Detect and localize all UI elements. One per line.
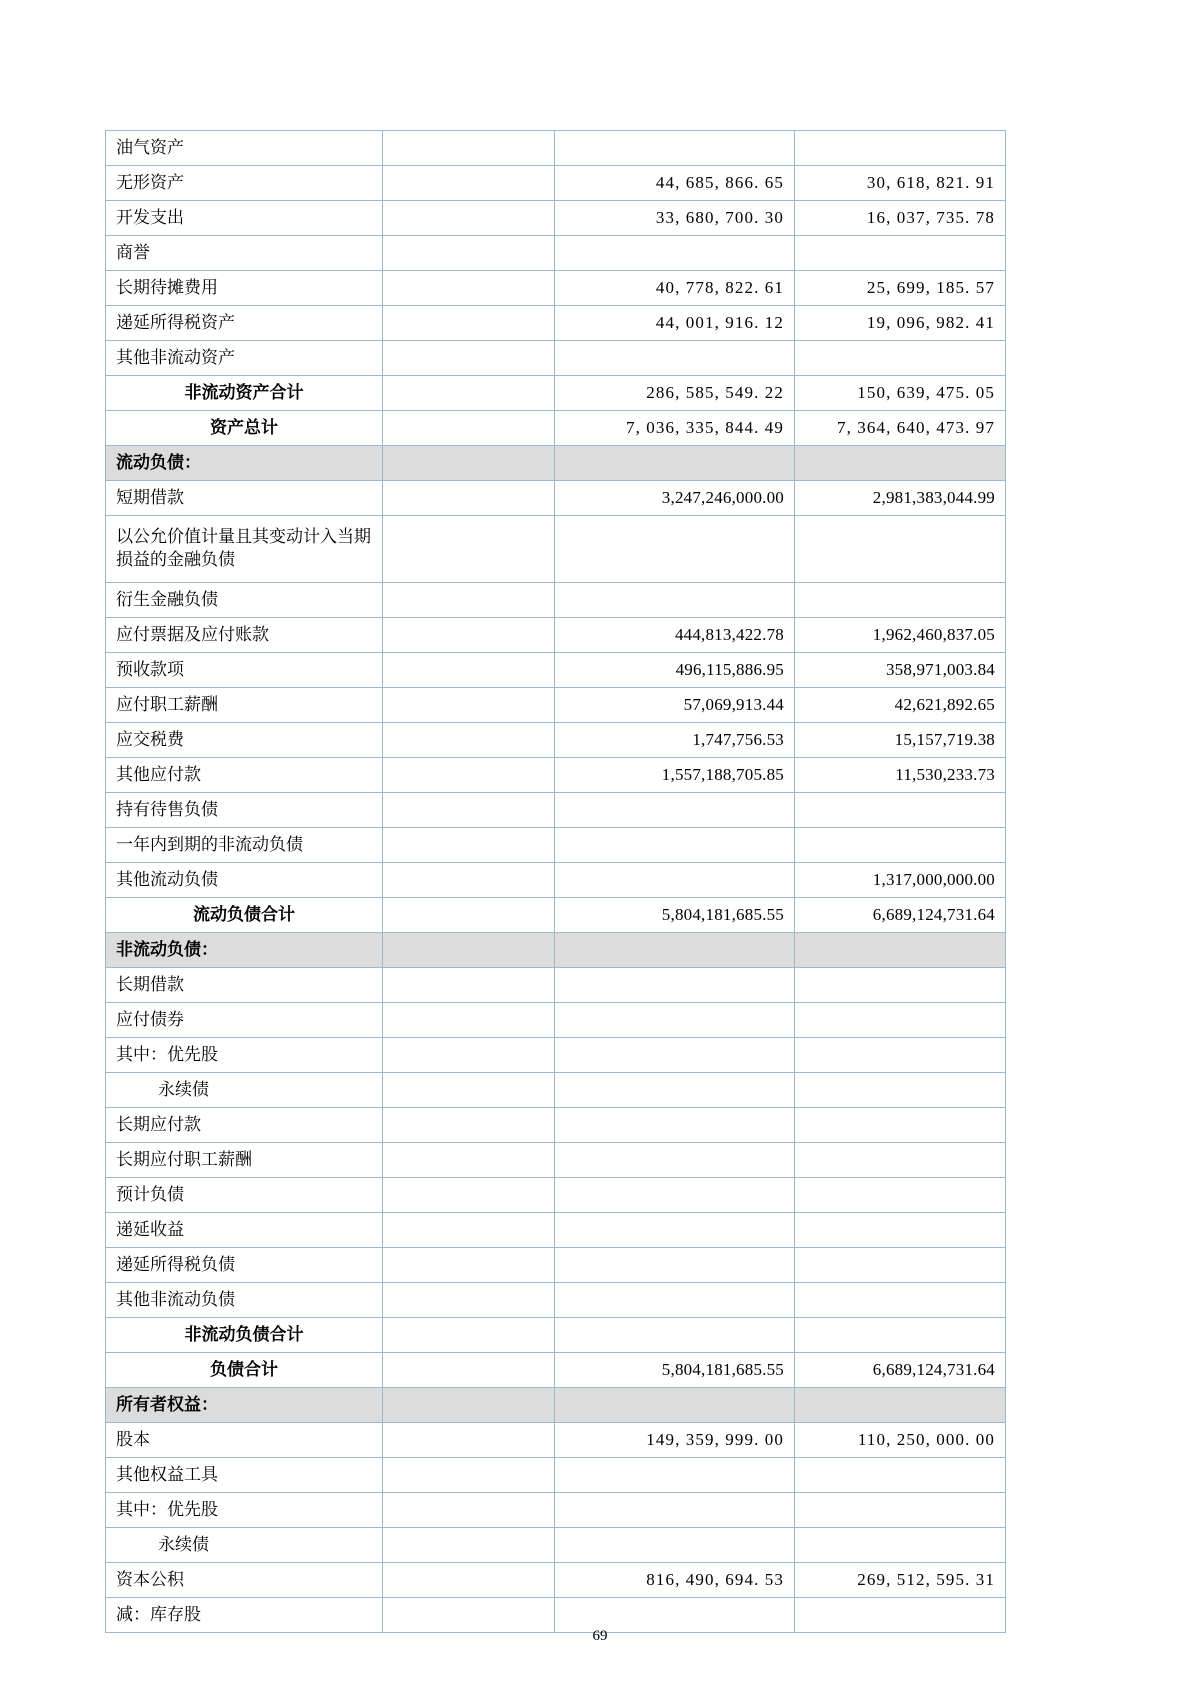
row-note-cell bbox=[383, 1073, 555, 1108]
row-year-begin-value bbox=[795, 1458, 1006, 1493]
row-period-end-value: 57,069,913.44 bbox=[555, 688, 795, 723]
row-period-end-value: 5,804,181,685.55 bbox=[555, 1353, 795, 1388]
row-period-end-value bbox=[555, 583, 795, 618]
row-period-end-value bbox=[555, 1213, 795, 1248]
row-note-cell bbox=[383, 1108, 555, 1143]
row-period-end-value bbox=[555, 828, 795, 863]
table-row bbox=[106, 516, 1006, 583]
table-row bbox=[106, 446, 1006, 481]
row-year-begin-value: 42,621,892.65 bbox=[795, 688, 1006, 723]
row-label: 其他权益工具 bbox=[106, 1458, 383, 1493]
row-note-cell bbox=[383, 201, 555, 236]
table-row bbox=[106, 898, 1006, 933]
row-year-begin-value bbox=[795, 236, 1006, 271]
row-period-end-value bbox=[555, 131, 795, 166]
row-label: 应付票据及应付账款 bbox=[106, 618, 383, 653]
row-year-begin-value bbox=[795, 933, 1006, 968]
row-label: 流动负债合计 bbox=[106, 898, 383, 933]
row-label: 资产总计 bbox=[106, 411, 383, 446]
row-period-end-value bbox=[555, 1073, 795, 1108]
row-period-end-value bbox=[555, 793, 795, 828]
row-year-begin-value: 30, 618, 821. 91 bbox=[795, 166, 1006, 201]
row-note-cell bbox=[383, 653, 555, 688]
table-row bbox=[106, 1353, 1006, 1388]
row-label: 其中：优先股 bbox=[106, 1493, 383, 1528]
row-year-begin-value: 150, 639, 475. 05 bbox=[795, 376, 1006, 411]
row-note-cell bbox=[383, 933, 555, 968]
row-period-end-value: 5,804,181,685.55 bbox=[555, 898, 795, 933]
row-period-end-value bbox=[555, 1528, 795, 1563]
row-period-end-value bbox=[555, 236, 795, 271]
row-period-end-value bbox=[555, 1143, 795, 1178]
row-year-begin-value bbox=[795, 793, 1006, 828]
table-row bbox=[106, 1318, 1006, 1353]
row-period-end-value: 33, 680, 700. 30 bbox=[555, 201, 795, 236]
row-label: 非流动负债： bbox=[106, 933, 383, 968]
row-label: 以公允价值计量且其变动计入当期损益的金融负债 bbox=[106, 516, 383, 583]
row-period-end-value bbox=[555, 863, 795, 898]
row-period-end-value: 286, 585, 549. 22 bbox=[555, 376, 795, 411]
table-row bbox=[106, 306, 1006, 341]
row-label: 递延所得税负债 bbox=[106, 1248, 383, 1283]
row-note-cell bbox=[383, 1038, 555, 1073]
row-year-begin-value bbox=[795, 1143, 1006, 1178]
row-year-begin-value bbox=[795, 1178, 1006, 1213]
row-label: 应付职工薪酬 bbox=[106, 688, 383, 723]
row-year-begin-value bbox=[795, 1108, 1006, 1143]
table-row bbox=[106, 1458, 1006, 1493]
row-label: 其他应付款 bbox=[106, 758, 383, 793]
row-note-cell bbox=[383, 1003, 555, 1038]
row-label: 非流动资产合计 bbox=[106, 376, 383, 411]
row-period-end-value bbox=[555, 933, 795, 968]
row-year-begin-value bbox=[795, 1528, 1006, 1563]
table-row bbox=[106, 863, 1006, 898]
row-label: 其他流动负债 bbox=[106, 863, 383, 898]
table-row bbox=[106, 933, 1006, 968]
row-period-end-value bbox=[555, 1388, 795, 1423]
table-row bbox=[106, 1528, 1006, 1563]
row-year-begin-value bbox=[795, 1283, 1006, 1318]
row-label: 长期应付款 bbox=[106, 1108, 383, 1143]
row-year-begin-value: 269, 512, 595. 31 bbox=[795, 1563, 1006, 1598]
row-year-begin-value bbox=[795, 341, 1006, 376]
row-note-cell bbox=[383, 1213, 555, 1248]
table-row bbox=[106, 1108, 1006, 1143]
row-note-cell bbox=[383, 828, 555, 863]
row-period-end-value bbox=[555, 1493, 795, 1528]
row-note-cell bbox=[383, 516, 555, 583]
table-row bbox=[106, 618, 1006, 653]
row-note-cell bbox=[383, 688, 555, 723]
table-row bbox=[106, 131, 1006, 166]
table-row bbox=[106, 1283, 1006, 1318]
row-year-begin-value bbox=[795, 1213, 1006, 1248]
table-row bbox=[106, 1038, 1006, 1073]
row-label: 油气资产 bbox=[106, 131, 383, 166]
table-row bbox=[106, 758, 1006, 793]
row-year-begin-value: 16, 037, 735. 78 bbox=[795, 201, 1006, 236]
row-note-cell bbox=[383, 618, 555, 653]
row-label: 减：库存股 bbox=[106, 1598, 383, 1633]
row-year-begin-value bbox=[795, 446, 1006, 481]
table-row bbox=[106, 653, 1006, 688]
row-note-cell bbox=[383, 1178, 555, 1213]
row-year-begin-value: 2,981,383,044.99 bbox=[795, 481, 1006, 516]
row-label: 持有待售负债 bbox=[106, 793, 383, 828]
row-label: 短期借款 bbox=[106, 481, 383, 516]
row-period-end-value bbox=[555, 1458, 795, 1493]
row-period-end-value bbox=[555, 968, 795, 1003]
row-note-cell bbox=[383, 968, 555, 1003]
table-row bbox=[106, 1388, 1006, 1423]
row-note-cell bbox=[383, 1248, 555, 1283]
row-note-cell bbox=[383, 1143, 555, 1178]
row-label: 其他非流动负债 bbox=[106, 1283, 383, 1318]
row-year-begin-value: 6,689,124,731.64 bbox=[795, 1353, 1006, 1388]
row-period-end-value bbox=[555, 341, 795, 376]
row-period-end-value bbox=[555, 1108, 795, 1143]
row-label: 所有者权益： bbox=[106, 1388, 383, 1423]
row-note-cell bbox=[383, 863, 555, 898]
row-label: 递延所得税资产 bbox=[106, 306, 383, 341]
row-year-begin-value: 15,157,719.38 bbox=[795, 723, 1006, 758]
table-row bbox=[106, 583, 1006, 618]
row-year-begin-value: 358,971,003.84 bbox=[795, 653, 1006, 688]
table-row bbox=[106, 688, 1006, 723]
table-row bbox=[106, 1563, 1006, 1598]
row-period-end-value bbox=[555, 1038, 795, 1073]
row-year-begin-value bbox=[795, 1493, 1006, 1528]
row-label: 长期借款 bbox=[106, 968, 383, 1003]
table-row bbox=[106, 201, 1006, 236]
row-note-cell bbox=[383, 306, 555, 341]
table-row bbox=[106, 723, 1006, 758]
row-period-end-value: 40, 778, 822. 61 bbox=[555, 271, 795, 306]
row-note-cell bbox=[383, 1283, 555, 1318]
table-row bbox=[106, 1423, 1006, 1458]
table-row bbox=[106, 793, 1006, 828]
balance-sheet-body bbox=[106, 131, 1006, 1633]
row-note-cell bbox=[383, 793, 555, 828]
table-row bbox=[106, 1248, 1006, 1283]
row-year-begin-value bbox=[795, 1388, 1006, 1423]
table-row bbox=[106, 828, 1006, 863]
row-note-cell bbox=[383, 1493, 555, 1528]
row-label: 其中：优先股 bbox=[106, 1038, 383, 1073]
row-period-end-value: 444,813,422.78 bbox=[555, 618, 795, 653]
row-note-cell bbox=[383, 1353, 555, 1388]
row-label: 应交税费 bbox=[106, 723, 383, 758]
row-period-end-value: 7, 036, 335, 844. 49 bbox=[555, 411, 795, 446]
row-label: 预计负债 bbox=[106, 1178, 383, 1213]
row-note-cell bbox=[383, 583, 555, 618]
row-note-cell bbox=[383, 166, 555, 201]
row-note-cell bbox=[383, 1318, 555, 1353]
row-label: 资本公积 bbox=[106, 1563, 383, 1598]
row-period-end-value bbox=[555, 1003, 795, 1038]
row-period-end-value bbox=[555, 516, 795, 583]
table-row bbox=[106, 1143, 1006, 1178]
row-period-end-value: 816, 490, 694. 53 bbox=[555, 1563, 795, 1598]
row-note-cell bbox=[383, 481, 555, 516]
row-year-begin-value bbox=[795, 131, 1006, 166]
row-label: 负债合计 bbox=[106, 1353, 383, 1388]
row-label: 长期应付职工薪酬 bbox=[106, 1143, 383, 1178]
row-year-begin-value bbox=[795, 828, 1006, 863]
row-label: 开发支出 bbox=[106, 201, 383, 236]
row-period-end-value bbox=[555, 1178, 795, 1213]
row-period-end-value bbox=[555, 1283, 795, 1318]
table-row bbox=[106, 968, 1006, 1003]
row-period-end-value bbox=[555, 1318, 795, 1353]
table-row bbox=[106, 236, 1006, 271]
table-row bbox=[106, 166, 1006, 201]
row-period-end-value: 496,115,886.95 bbox=[555, 653, 795, 688]
row-year-begin-value bbox=[795, 1073, 1006, 1108]
row-note-cell bbox=[383, 1563, 555, 1598]
row-year-begin-value: 110, 250, 000. 00 bbox=[795, 1423, 1006, 1458]
row-label: 非流动负债合计 bbox=[106, 1318, 383, 1353]
table-row bbox=[106, 1073, 1006, 1108]
row-period-end-value: 149, 359, 999. 00 bbox=[555, 1423, 795, 1458]
row-label: 预收款项 bbox=[106, 653, 383, 688]
row-year-begin-value bbox=[795, 583, 1006, 618]
row-year-begin-value: 1,962,460,837.05 bbox=[795, 618, 1006, 653]
row-note-cell bbox=[383, 446, 555, 481]
table-row bbox=[106, 1003, 1006, 1038]
row-year-begin-value: 25, 699, 185. 57 bbox=[795, 271, 1006, 306]
table-row bbox=[106, 1178, 1006, 1213]
row-year-begin-value: 11,530,233.73 bbox=[795, 758, 1006, 793]
row-note-cell bbox=[383, 1388, 555, 1423]
row-period-end-value: 44, 001, 916. 12 bbox=[555, 306, 795, 341]
row-label: 其他非流动资产 bbox=[106, 341, 383, 376]
row-year-begin-value bbox=[795, 1318, 1006, 1353]
row-note-cell bbox=[383, 898, 555, 933]
row-note-cell bbox=[383, 376, 555, 411]
table-row bbox=[106, 271, 1006, 306]
row-label: 商誉 bbox=[106, 236, 383, 271]
table-row bbox=[106, 1213, 1006, 1248]
row-note-cell bbox=[383, 236, 555, 271]
row-period-end-value: 44, 685, 866. 65 bbox=[555, 166, 795, 201]
table-row bbox=[106, 481, 1006, 516]
row-note-cell bbox=[383, 1423, 555, 1458]
table-row bbox=[106, 411, 1006, 446]
row-year-begin-value bbox=[795, 1248, 1006, 1283]
row-note-cell bbox=[383, 131, 555, 166]
page-number: 69 bbox=[592, 1628, 608, 1644]
row-year-begin-value: 7, 364, 640, 473. 97 bbox=[795, 411, 1006, 446]
row-label: 无形资产 bbox=[106, 166, 383, 201]
table-row bbox=[106, 1493, 1006, 1528]
table-row bbox=[106, 341, 1006, 376]
row-note-cell bbox=[383, 758, 555, 793]
row-period-end-value: 3,247,246,000.00 bbox=[555, 481, 795, 516]
row-label: 一年内到期的非流动负债 bbox=[106, 828, 383, 863]
row-note-cell bbox=[383, 411, 555, 446]
row-note-cell bbox=[383, 271, 555, 306]
row-year-begin-value: 6,689,124,731.64 bbox=[795, 898, 1006, 933]
balance-sheet-table bbox=[105, 130, 1006, 1633]
row-label: 流动负债： bbox=[106, 446, 383, 481]
table-row bbox=[106, 376, 1006, 411]
row-label: 长期待摊费用 bbox=[106, 271, 383, 306]
row-year-begin-value bbox=[795, 1038, 1006, 1073]
row-year-begin-value: 1,317,000,000.00 bbox=[795, 863, 1006, 898]
row-period-end-value bbox=[555, 446, 795, 481]
row-label: 应付债券 bbox=[106, 1003, 383, 1038]
row-label: 股本 bbox=[106, 1423, 383, 1458]
row-label: 永续债 bbox=[106, 1528, 383, 1563]
row-label: 永续债 bbox=[106, 1073, 383, 1108]
row-note-cell bbox=[383, 1528, 555, 1563]
row-period-end-value bbox=[555, 1248, 795, 1283]
row-year-begin-value: 19, 096, 982. 41 bbox=[795, 306, 1006, 341]
row-label: 递延收益 bbox=[106, 1213, 383, 1248]
row-note-cell bbox=[383, 723, 555, 758]
row-year-begin-value bbox=[795, 516, 1006, 583]
row-note-cell bbox=[383, 341, 555, 376]
row-year-begin-value bbox=[795, 968, 1006, 1003]
row-label: 衍生金融负债 bbox=[106, 583, 383, 618]
row-note-cell bbox=[383, 1458, 555, 1493]
row-year-begin-value bbox=[795, 1003, 1006, 1038]
row-period-end-value: 1,557,188,705.85 bbox=[555, 758, 795, 793]
row-period-end-value: 1,747,756.53 bbox=[555, 723, 795, 758]
